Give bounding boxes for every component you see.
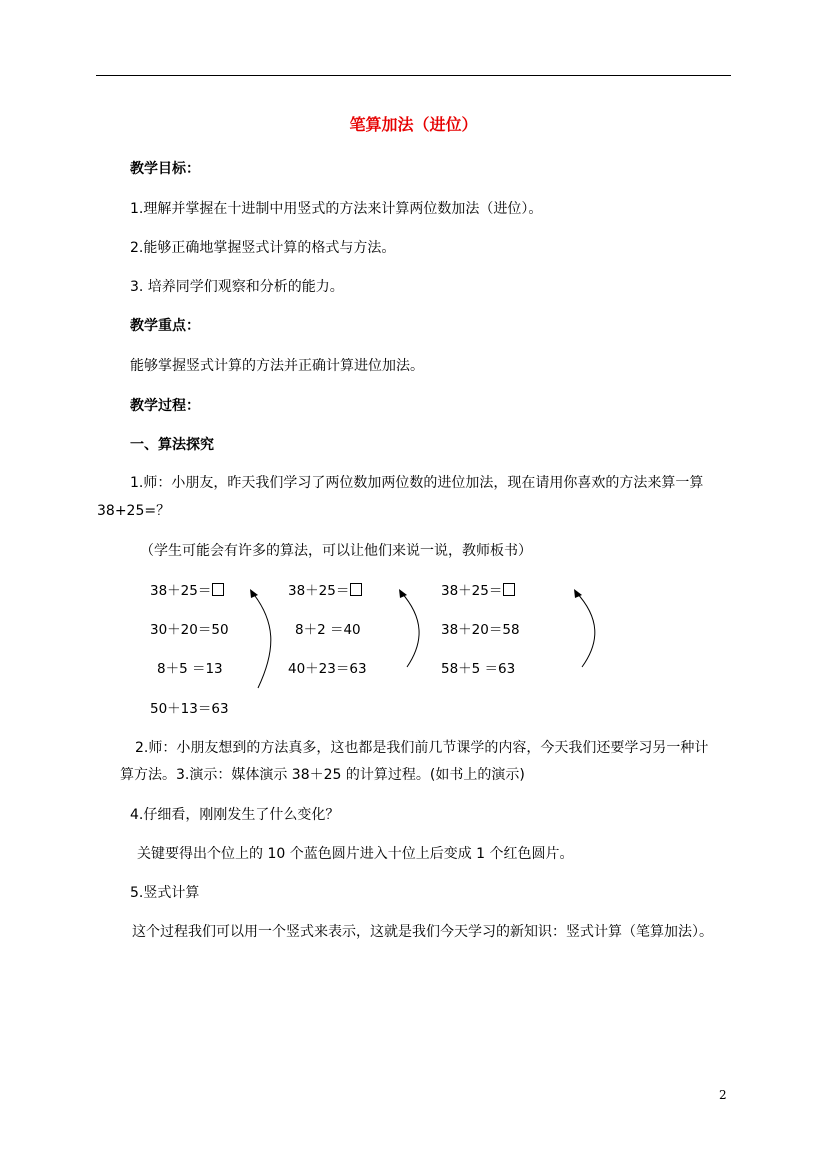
step4-text: 4.仔细看，刚刚发生了什么变化？ [130, 807, 340, 823]
key-heading: 教学重点： [130, 318, 200, 334]
method3-line: 38＋20＝58 [441, 622, 520, 638]
method1-line: 50＋13＝63 [150, 701, 229, 717]
curved-arrow-icon [576, 592, 595, 667]
teacher-note: （学生可能会有许多的算法，可以让他们来说一说，教师板书） [140, 543, 532, 559]
document-title: 笔算加法（进位） [349, 115, 478, 134]
arrowhead-icon [250, 589, 258, 598]
goal-item: 1.理解并掌握在十进制中用竖式的方法来计算两位数加法（进位）。 [130, 201, 543, 217]
goal-item: 2.能够正确地掌握竖式计算的格式与方法。 [130, 240, 396, 256]
key-text: 能够掌握竖式计算的方法并正确计算进位加法。 [130, 358, 424, 374]
curved-arrow-icon [252, 592, 271, 688]
process-heading: 教学过程： [130, 398, 200, 414]
method3-line: 58＋5 ＝63 [441, 661, 516, 677]
method1-line: 30＋20＝50 [150, 622, 229, 638]
curved-arrow-icon [401, 592, 419, 667]
method1-line: 38＋25＝ [150, 582, 224, 600]
method2-line: 38＋25＝ [288, 582, 362, 600]
step2-text-cont: 算方法。3.演示：媒体演示 38＋25 的计算过程。(如书上的演示) [120, 767, 525, 783]
step2-text: 2.师：小朋友想到的方法真多，这也都是我们前几节课学的内容，今天我们还要学习另一种计 [135, 740, 709, 756]
step1-text: 1.师：小朋友，昨天我们学习了两位数加两位数的进位加法，现在请用你喜欢的方法来算一算 [130, 475, 704, 491]
arrowhead-icon [574, 589, 582, 598]
method2-line: 8＋2 ＝40 [295, 622, 361, 638]
section1-heading: 一、算法探究 [130, 437, 214, 453]
method1-line: 8＋5 ＝13 [157, 661, 223, 677]
arrowhead-icon [399, 589, 407, 598]
step5-text: 5.竖式计算 [130, 885, 200, 901]
page-number: 2 [719, 1088, 727, 1102]
step1-equation: 38+25=？ [97, 503, 171, 519]
step4-detail: 关键要得出个位上的 10 个蓝色圆片进入十位上后变成 1 个红色圆片。 [137, 846, 574, 862]
goal-item: 3. 培养同学们观察和分析的能力。 [130, 279, 344, 295]
method2-line: 40＋23＝63 [288, 661, 367, 677]
method3-line: 38＋25＝ [441, 582, 515, 600]
goals-heading: 教学目标： [130, 161, 200, 177]
step5-detail: 这个过程我们可以用一个竖式来表示，这就是我们今天学习的新知识：竖式计算（笔算加法）。 [132, 924, 713, 940]
